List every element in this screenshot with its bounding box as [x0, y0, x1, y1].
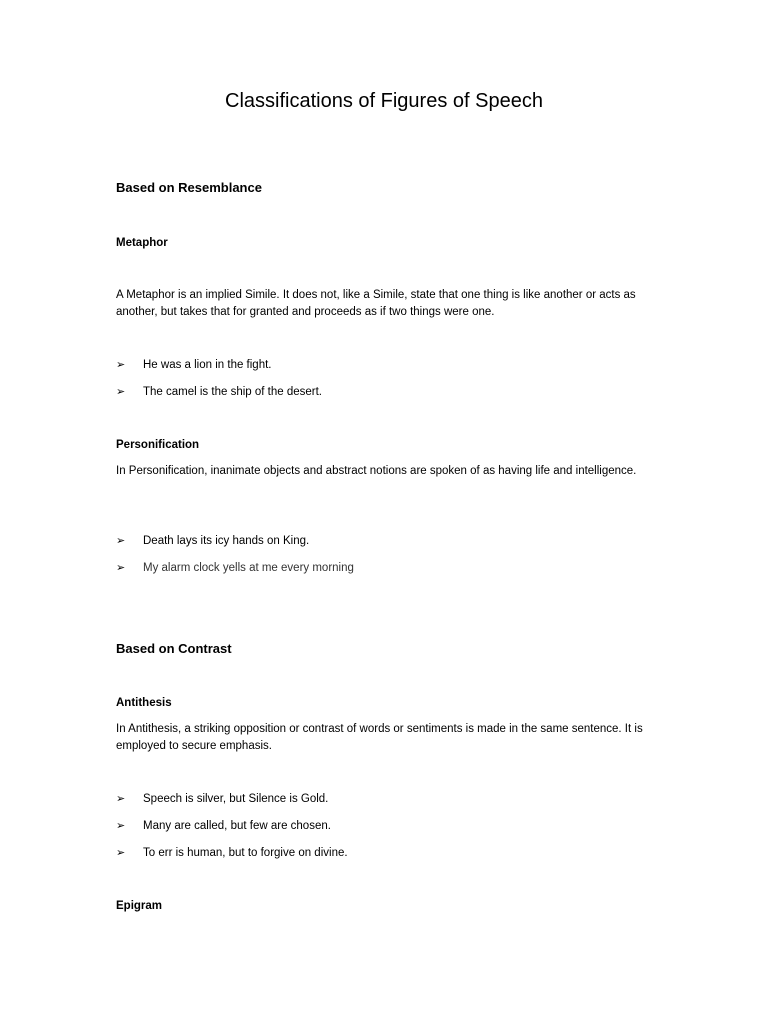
list-item [116, 845, 656, 861]
arrow-bullet-icon: ➢ [116, 820, 126, 832]
arrow-bullet-icon: ➢ [116, 386, 126, 398]
list-item [116, 384, 656, 400]
example-text: To err is human, but to forgive on divine. [143, 847, 348, 859]
list-item [116, 357, 656, 373]
example-text: He was a lion in the fight. [143, 359, 272, 371]
arrow-bullet-icon: ➢ [116, 793, 126, 805]
arrow-bullet-icon: ➢ [116, 359, 126, 371]
example-text: The camel is the ship of the desert. [143, 386, 322, 398]
document-title: Classifications of Figures of Speech [225, 90, 543, 112]
list-item [116, 818, 656, 834]
section-heading-contrast: Based on Contrast [116, 641, 232, 656]
arrow-bullet-icon: ➢ [116, 847, 126, 859]
subsection-heading-epigram: Epigram [116, 900, 163, 912]
example-text: Death lays its icy hands on King. [143, 535, 310, 547]
subsection-heading-personification: Personification [116, 439, 200, 451]
arrow-bullet-icon: ➢ [116, 562, 126, 574]
personification-definition: In Personification, inanimate objects and abstract notions are spoken of as having life and intelligence. [116, 465, 637, 477]
section-heading-resemblance: Based on Resemblance [116, 180, 262, 195]
arrow-bullet-icon: ➢ [116, 535, 126, 547]
list-item [116, 560, 656, 576]
subsection-heading-antithesis: Antithesis [116, 697, 172, 709]
antithesis-definition: In Antithesis, a striking opposition or contrast of words or sentiments is made in the same sentence. It is employed to secure emphasis. [116, 723, 643, 752]
example-text: Speech is silver, but Silence is Gold. [143, 793, 329, 805]
example-text: Many are called, but few are chosen. [143, 820, 331, 832]
metaphor-definition: A Metaphor is an implied Simile. It does not, like a Simile, state that one thing is like another or acts as another, but takes that for granted and proceeds as if two things were one. [116, 289, 636, 318]
subsection-heading-metaphor: Metaphor [116, 237, 168, 249]
list-item [116, 533, 656, 549]
list-item [116, 791, 656, 807]
example-text: My alarm clock yells at me every morning [143, 562, 354, 574]
